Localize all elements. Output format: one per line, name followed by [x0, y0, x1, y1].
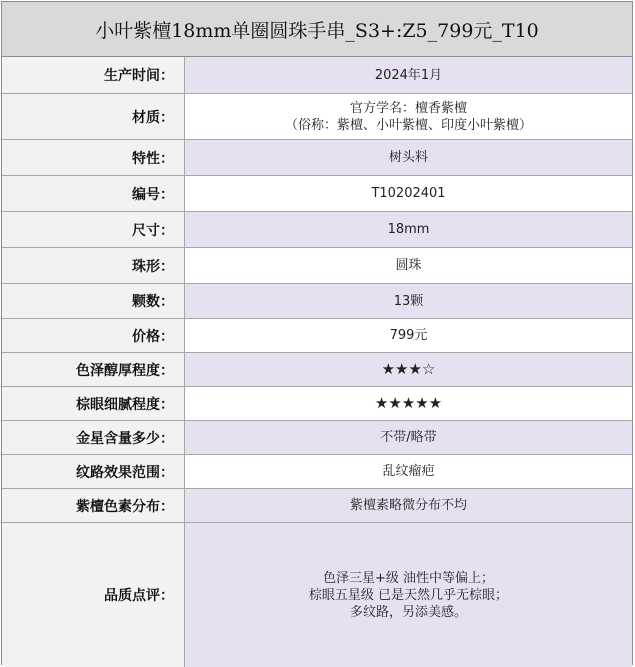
- star-rating-pore: ★★★★★: [374, 394, 443, 412]
- row-production-time: [2, 57, 632, 94]
- value-size: 18mm: [185, 212, 632, 247]
- product-spec-sheet: [1, 1, 633, 665]
- label-material: 材质：: [2, 94, 185, 139]
- star-rating-color: ★★★☆: [381, 360, 436, 378]
- label-pigment-distribution: 紫檀色素分布：: [2, 489, 185, 522]
- value-production-time: 2024年1月: [185, 57, 632, 93]
- row-pore-fineness: [2, 387, 632, 421]
- label-price: 价格：: [2, 319, 185, 352]
- row-serial: [2, 176, 632, 212]
- review-line-grain: 多纹路，另添美感。: [349, 604, 467, 620]
- sheet-title: 小叶紫檀18mm单圈圆珠手串_S3+:Z5_799元_T10: [2, 2, 632, 57]
- value-material-common: （俗称：紫檀、小叶紫檀、印度小叶紫檀）: [284, 117, 532, 133]
- value-grain-range: 乱纹瘤疤: [185, 455, 632, 488]
- label-bead-count: 颗数：: [2, 284, 185, 318]
- row-gold-star: [2, 421, 632, 455]
- label-serial: 编号：: [2, 176, 185, 211]
- label-feature: 特性：: [2, 140, 185, 175]
- value-gold-star: 不带/略带: [185, 421, 632, 454]
- row-material: [2, 94, 632, 140]
- value-material: [185, 94, 632, 139]
- label-gold-star: 金星含量多少：: [2, 421, 185, 454]
- label-grain-range: 纹路效果范围：: [2, 455, 185, 488]
- label-production-time: 生产时间：: [2, 57, 185, 93]
- label-quality-review: 品质点评：: [2, 523, 185, 667]
- row-grain-range: [2, 455, 632, 489]
- value-serial: T10202401: [185, 176, 632, 211]
- row-size: [2, 212, 632, 248]
- row-pigment-distribution: [2, 489, 632, 523]
- value-color-richness: [185, 353, 632, 386]
- row-feature: [2, 140, 632, 176]
- row-bead-count: [2, 284, 632, 319]
- value-pigment-distribution: 紫檀素略微分布不均: [185, 489, 632, 522]
- value-material-official: 官方学名：檀香紫檀: [349, 100, 467, 116]
- label-pore-fineness: 棕眼细腻程度：: [2, 387, 185, 420]
- value-feature: 树头料: [185, 140, 632, 175]
- review-line-pore: 棕眼五星级 已是天然几乎无棕眼；: [308, 587, 509, 603]
- row-quality-review: [2, 523, 632, 667]
- review-line-color: 色泽三星+级 油性中等偏上；: [322, 570, 494, 586]
- value-bead-count: 13颗: [185, 284, 632, 318]
- label-size: 尺寸：: [2, 212, 185, 247]
- value-quality-review: [185, 523, 632, 667]
- row-color-richness: [2, 353, 632, 387]
- label-bead-shape: 珠形：: [2, 248, 185, 283]
- row-bead-shape: [2, 248, 632, 284]
- label-color-richness: 色泽醇厚程度：: [2, 353, 185, 386]
- value-bead-shape: 圆珠: [185, 248, 632, 283]
- value-price: 799元: [185, 319, 632, 352]
- row-price: [2, 319, 632, 353]
- value-pore-fineness: [185, 387, 632, 420]
